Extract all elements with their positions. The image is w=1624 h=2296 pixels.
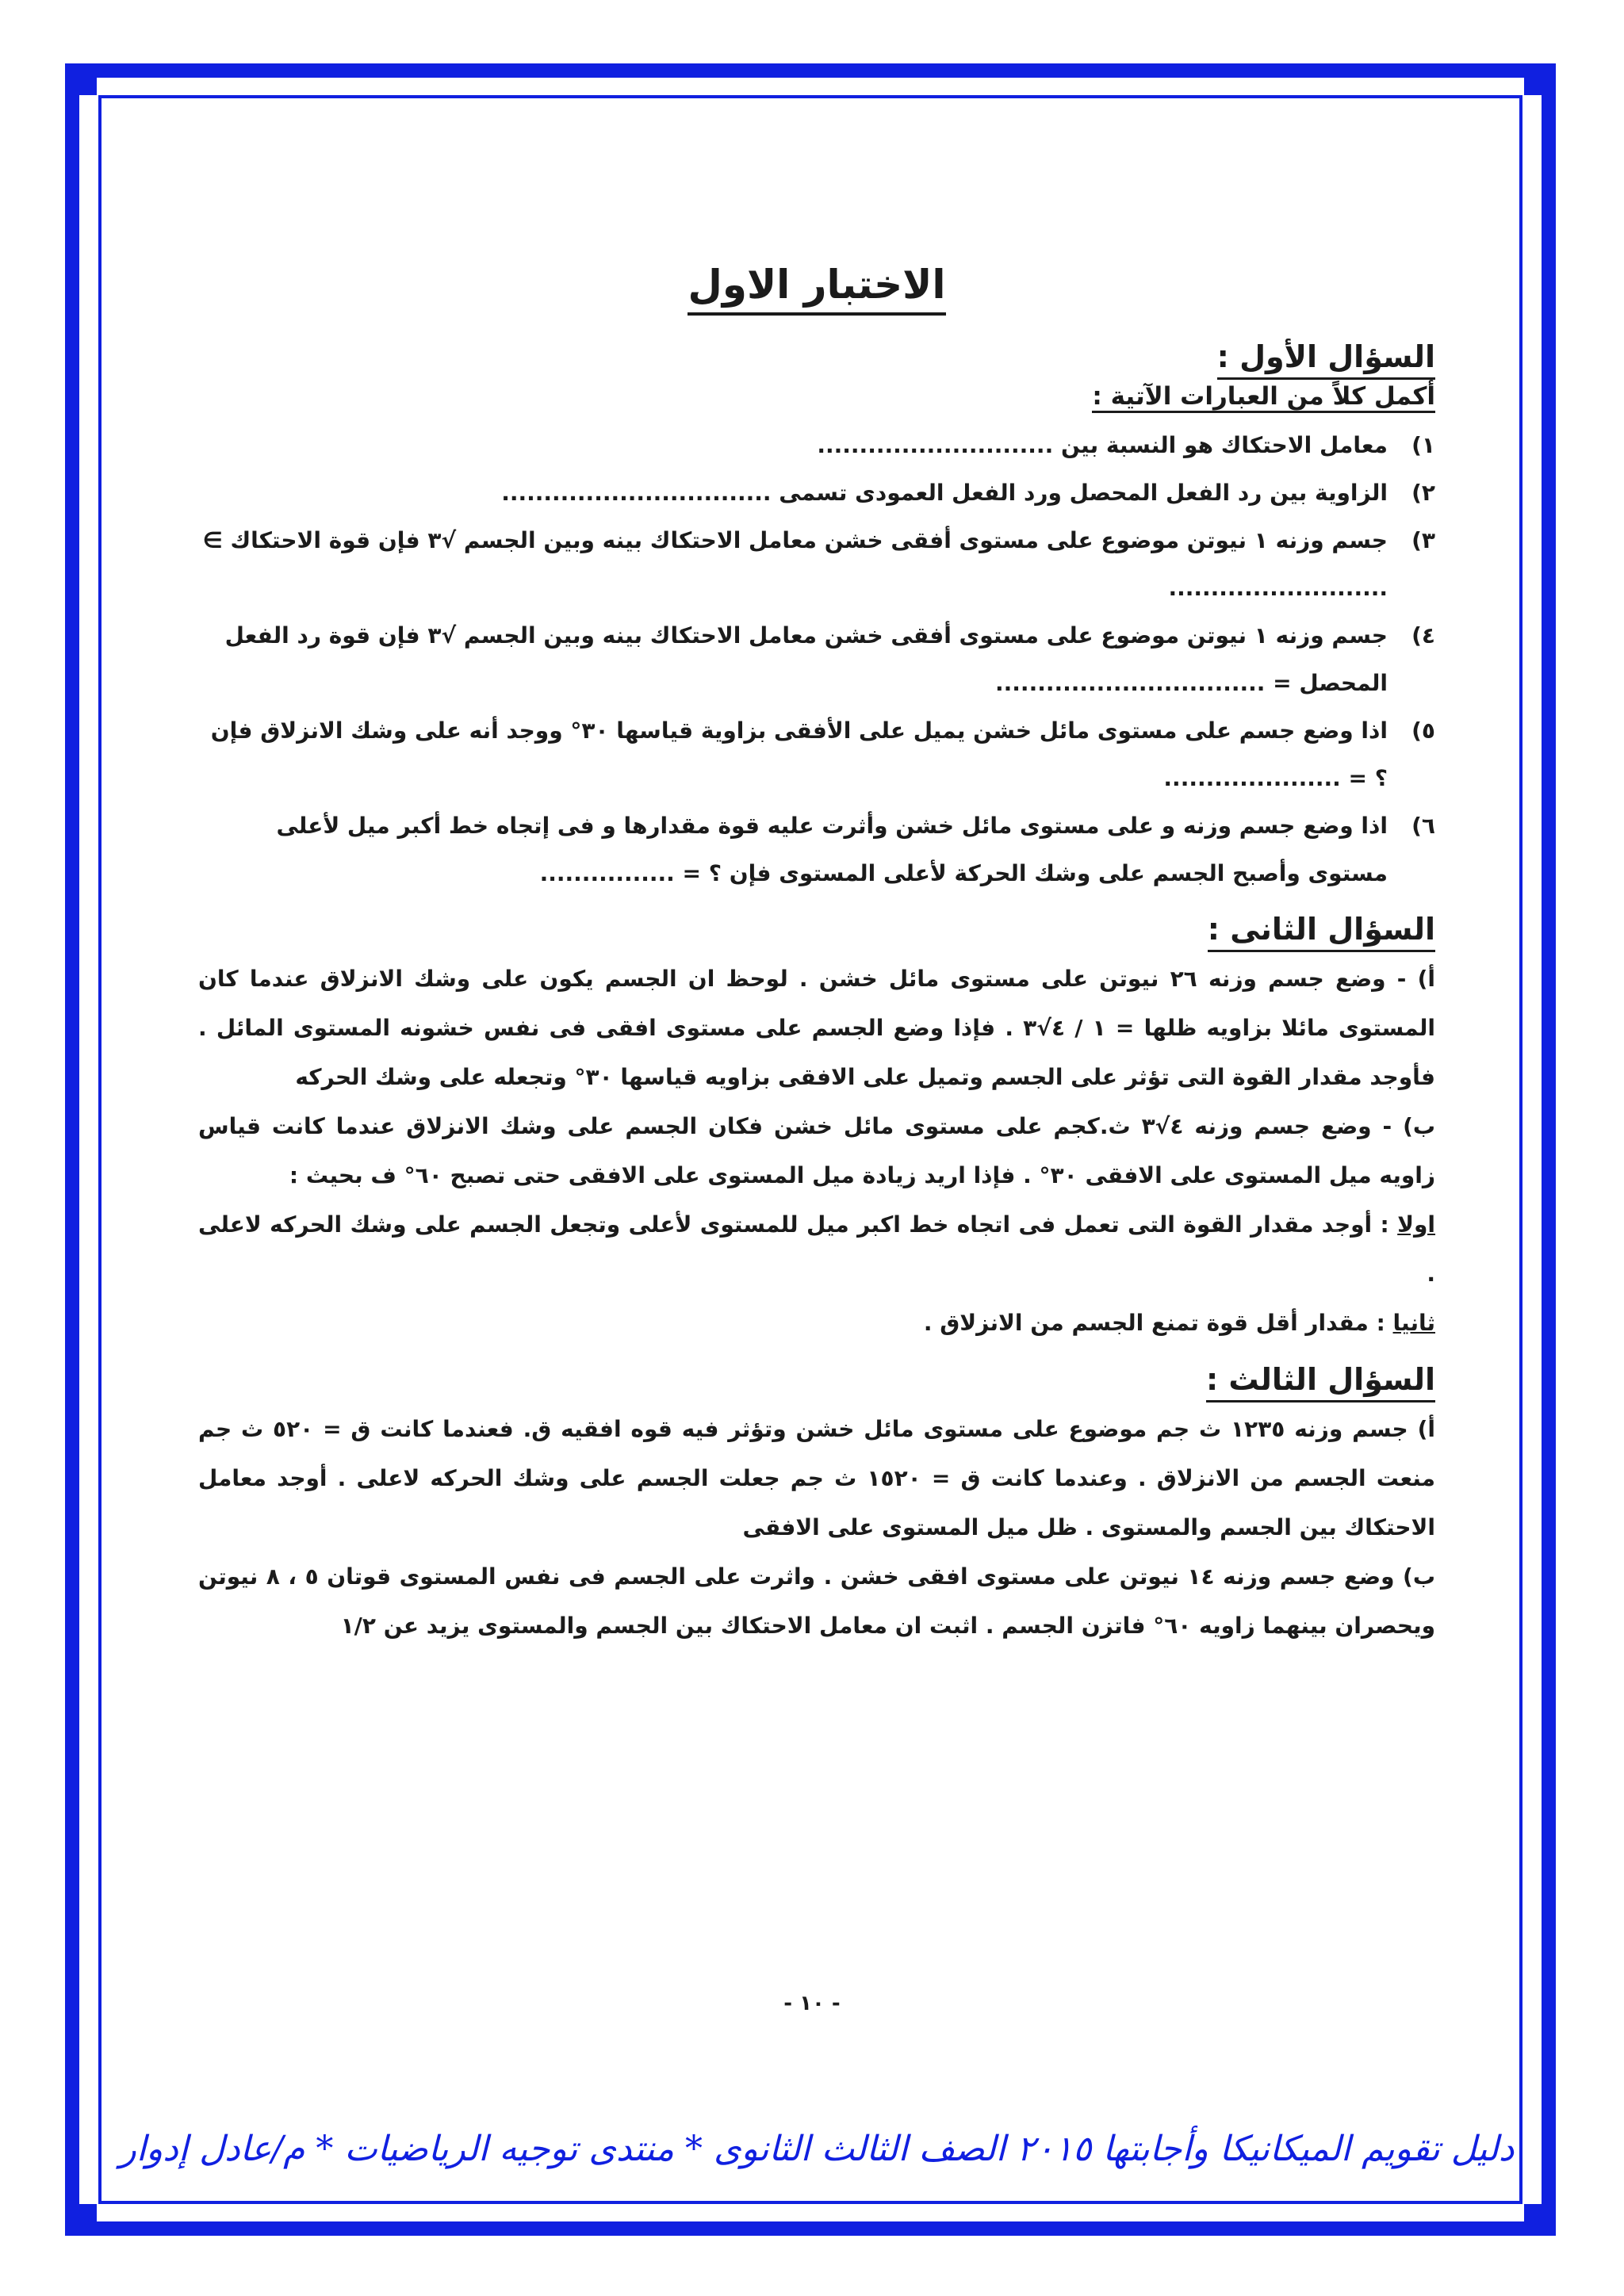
q1-item-1 <box>198 422 1435 469</box>
q1-item-1-number: ١) <box>1411 432 1435 458</box>
q1-item-3-number: ٣) <box>1411 527 1435 553</box>
q1-item-4-number: ٤) <box>1411 622 1435 649</box>
page-title-text: الاختبار الاول <box>688 262 945 316</box>
document-body <box>198 262 1435 1651</box>
frame-corner-top-right <box>1524 63 1556 95</box>
page-number: - ١٠ - <box>783 1992 841 2015</box>
q1-item-2-text: الزاوية بين رد الفعل المحصل ورد الفعل العمودى تسمى ................................ <box>501 480 1388 506</box>
q2-second-text: : مقدار أقل قوة تمنع الجسم من الانزلاق . <box>923 1310 1385 1336</box>
frame-corner-bottom-left <box>65 2204 97 2236</box>
q1-item-1-text: معامل الاحتكاك هو النسبة بين ............................ <box>817 432 1388 458</box>
q2-second-label: ثانيا <box>1392 1310 1435 1336</box>
question-2-heading-text: السؤال الثانى : <box>1208 912 1435 952</box>
q3-part-a: أ) جسم وزنه ١٢٣٥ ث جم موضوع على مستوى مائل خشن وتؤثر فيه قوه افقيه ق. فعندما كانت ق = ٥٢٠ ث جم منعت الجسم من الانزلاق . وعندما كانت ق = ١٥٢٠ ث جم جعلت الجسم على وشك الحركه لاعلى . أوجد معامل الاحتكاك بين الجسم والمستوى . ظل ميل المستوى على الافقى <box>198 1416 1436 1540</box>
q2-first-label: اولا <box>1397 1211 1436 1238</box>
q1-item-5-text: اذا وضع جسم على مستوى مائل خشن يميل على الأفقى بزاوية قياسها ٣٠° ووجد أنه على وشك الانزلاق فإن ؟ = ..................... <box>210 718 1388 791</box>
question-1-subheading <box>198 382 1435 411</box>
question-3-heading-text: السؤال الثالث : <box>1206 1362 1435 1402</box>
question-3-heading <box>198 1362 1435 1397</box>
q1-item-3 <box>198 517 1435 612</box>
frame-corner-top-left <box>65 63 97 95</box>
q1-item-6-text: اذا وضع جسم وزنه و على مستوى مائل خشن وأثرت عليه قوة مقدارها و فى إتجاه خط أكبر ميل لأعلى مستوى وأصبح الجسم على وشك الحركة لأعلى المستوى فإن ؟ = ................ <box>276 813 1388 886</box>
footer-credit: دليل تقويم الميكانيكا وأجابتها ٢٠١٥ الصف الثالث الثانوى * منتدى توجيه الرياضيات * م/عادل إدوار <box>119 2129 1515 2169</box>
q2-first <box>198 1200 1435 1299</box>
question-1-subheading-text: أكمل كلاً من العبارات الآتية : <box>1092 382 1435 413</box>
q3-part-b: ب) وضع جسم وزنه ١٤ نيوتن على مستوى افقى خشن . واثرت على الجسم فى نفس المستوى قوتان ٥ ، ٨ نيوتن ويحصران بينهما زاويه ٦٠° فاتزن الجسم . اثبت ان معامل الاحتكاك بين الجسم والمستوى يزيد عن ١/٢ <box>198 1563 1435 1639</box>
q1-item-6 <box>198 802 1435 897</box>
q1-item-3-text: جسم وزنه ١ نيوتن موضوع على مستوى أفقى خشن معامل الاحتكاك بينه وبين الجسم √٣ فإن قوة الاحتكاك ∋ .......................... <box>202 527 1388 601</box>
q2-first-text: : أوجد مقدار القوة التى تعمل فى اتجاه خط اكبر ميل للمستوى لأعلى وتجعل الجسم على وشك الحركه لاعلى . <box>198 1211 1435 1287</box>
question-2-heading <box>198 912 1435 947</box>
q2-part-a: أ) - وضع جسم وزنه ٢٦ نيوتن على مستوى مائل خشن . لوحظ ان الجسم يكون على وشك الانزلاق عندما كان المستوى مائلا بزاويه ظلها = ١ / ٤√٣ . فإذا وضع الجسم على مستوى افقى فى نفس خشونه المستوى المائل . فأوجد مقدار القوة التى تؤثر على الجسم وتميل على الافقى بزاويه قياسها ٣٠° وتجعله على وشك الحركه <box>198 966 1435 1090</box>
q1-item-2-number: ٢) <box>1411 480 1435 506</box>
q1-item-6-number: ٦) <box>1411 813 1435 839</box>
q1-item-5-number: ٥) <box>1411 718 1435 744</box>
frame-corner-bottom-right <box>1524 2204 1556 2236</box>
q2-part-b: ب) - وضع جسم وزنه ٤√٣ ث.كجم على مستوى مائل خشن فكان الجسم على وشك الانزلاق عندما كانت قياس زاويه ميل المستوى على الافقى ٣٠° . فإذا اريد زيادة ميل المستوى على الافقى حتى تصبح ٦٠° ف بحيث : <box>198 1113 1435 1188</box>
q1-item-5 <box>198 707 1435 802</box>
q1-item-4 <box>198 612 1435 707</box>
q2-second <box>198 1299 1435 1348</box>
q1-item-2 <box>198 469 1435 517</box>
question-1-heading-text: السؤال الأول : <box>1217 339 1435 380</box>
question-1-heading <box>198 339 1435 374</box>
page-title <box>198 262 1435 308</box>
q1-item-4-text: جسم وزنه ١ نيوتن موضوع على مستوى أفقى خشن معامل الاحتكاك بينه وبين الجسم √٣ فإن قوة رد الفعل المحصل = ................................ <box>224 622 1388 696</box>
